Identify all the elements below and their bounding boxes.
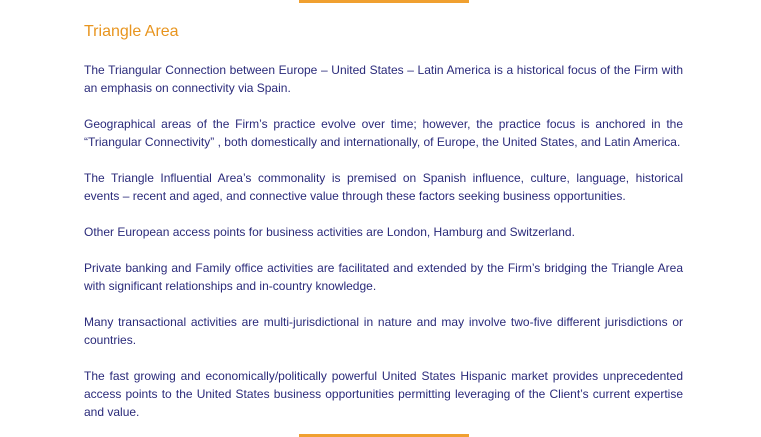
section-title: Triangle Area [84,23,179,40]
top-divider [299,0,469,3]
paragraph: Geographical areas of the Firm’s practice evolve over time; however, the practice focus is anchored in the “Triangular Connectivity” , both domestically and internationally, of Europe, the United States, and Latin America. [84,117,683,149]
paragraph: The Triangle Influential Area’s commonality is premised on Spanish influence, culture, language, historical events – recent and aged, and connective value through these factors seeking business opportunities. [84,171,683,203]
paragraph: Other European access points for business activities are London, Hamburg and Switzerland. [84,225,575,239]
paragraph: Private banking and Family office activities are facilitated and extended by the Firm’s bridging the Triangle Area with significant relationships and in-country knowledge. [84,261,683,293]
section-body [84,61,683,437]
paragraph: The fast growing and economically/politically powerful United States Hispanic market provides unprecedented access points to the United States business opportunities permitting leveraging of the Client’s current expertise and value. [84,369,683,419]
paragraph: Many transactional activities are multi-jurisdictional in nature and may involve two-five different jurisdictions or countries. [84,315,683,347]
paragraph: The Triangular Connection between Europe – United States – Latin America is a historical focus of the Firm with an emphasis on connectivity via Spain. [84,63,683,95]
